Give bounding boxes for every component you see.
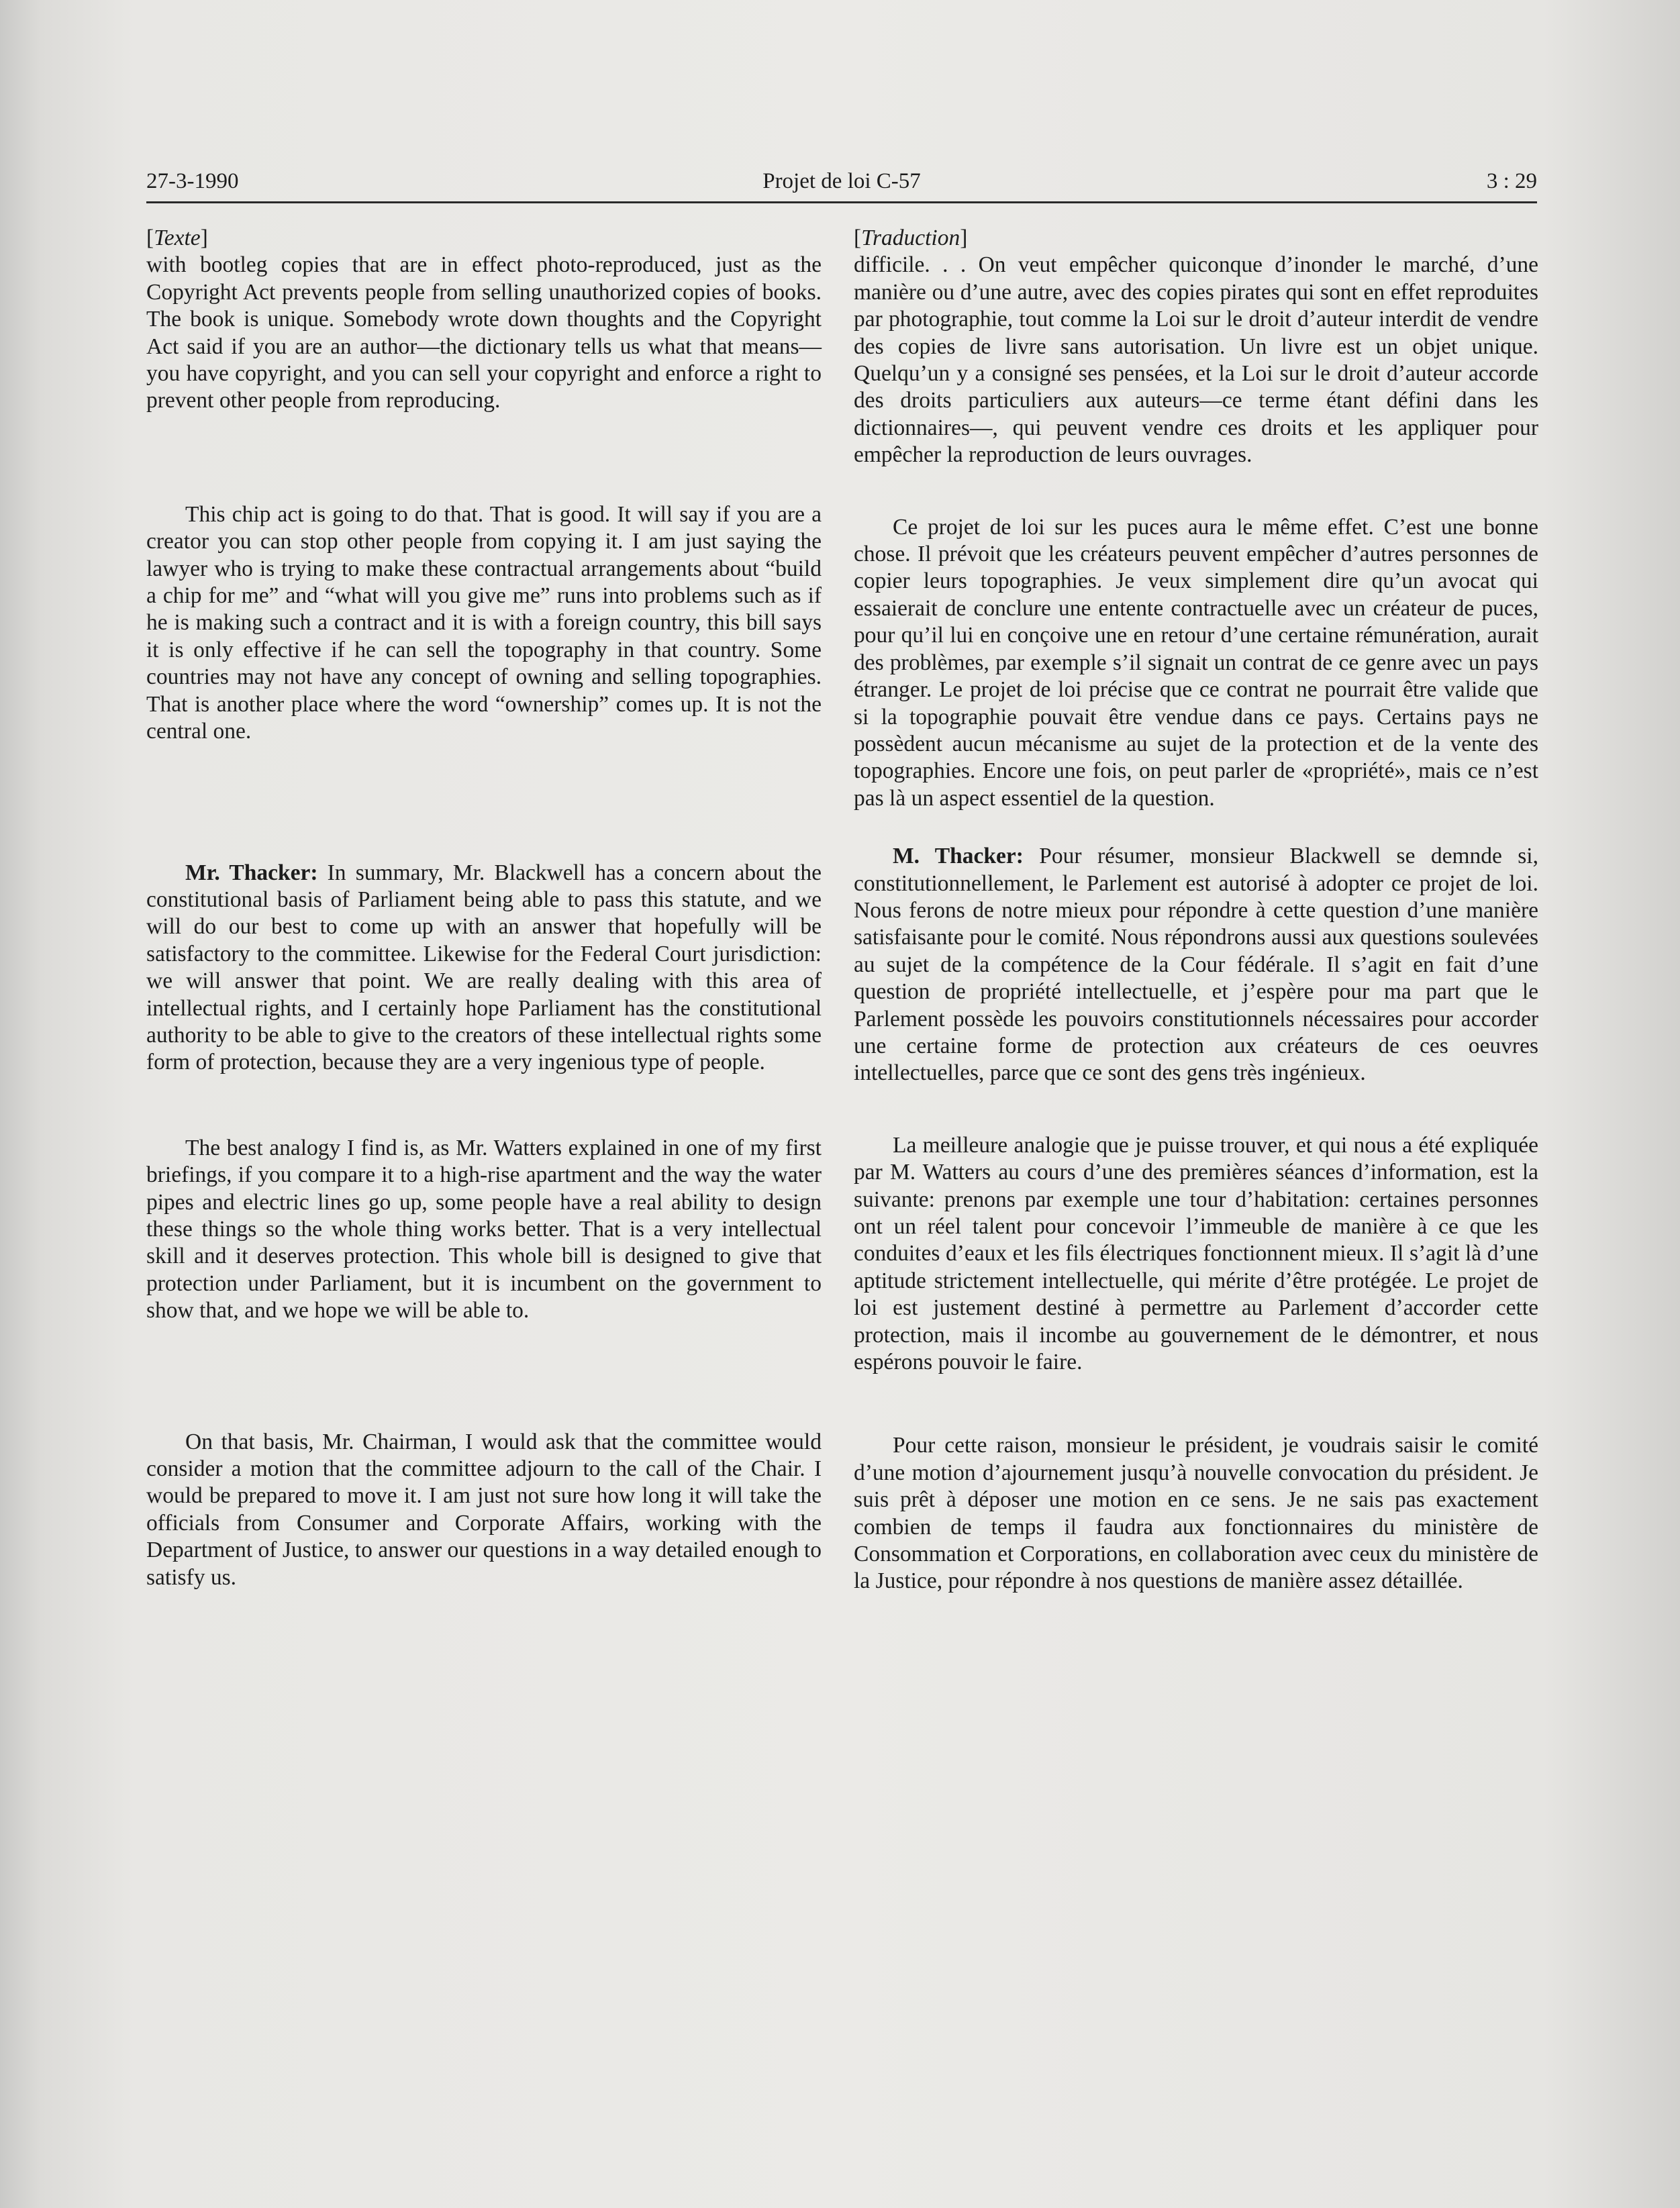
french-paragraph <box>854 843 1538 1087</box>
header-title: Projet de loi C-57 <box>762 169 921 193</box>
running-head <box>146 168 1537 203</box>
speaker-name: M. Thacker: <box>893 844 1024 869</box>
speaker-name: Mr. Thacker: <box>185 860 318 885</box>
english-paragraph: On that basis, Mr. Chairman, I would ask that the committee would consider a motion that the committee adjourn to the call of the Chair. I would be prepared to move it. I am just not sure how long it will take the officials from Consumer and Corporate Affairs, working with the Department of Justice, to answer our questions in a way detailed enough to satisfy us. <box>146 1429 822 1590</box>
english-column <box>146 225 822 1591</box>
french-paragraph: difficile. . . On veut empêcher quiconque d’inonder le marché, d’une manière ou d’une autre, avec des copies pirates qui sont en effet reproduites par photographie, tout comme la Loi sur le droit d’auteur interdit de vendre des copies de livre sans autorisation. Un livre est un objet unique. Quelqu’un y a consigné ses pensées, et la Loi sur le droit d’auteur accorde des droits particuliers aux auteurs—ce terme étant défini dans les dictionnaires—, qui peuvent vendre ces droits et les appliquer pour empêcher la reproduction de leurs ouvrages. <box>854 252 1538 468</box>
english-paragraph <box>146 860 822 1076</box>
english-paragraph-text: In summary, Mr. Blackwell has a concern about the constitutional basis of Parliament being able to pass this statute, and we will do our best to come up with an answer that hopefully will be satisfactory to the committee. Likewise for the Federal Court jurisdiction: we will answer that point. We are really dealing with this area of intellectual rights, and I certainly hope Parliament has the constitutional authority to be able to give to the creators of these intellectual rights some form of protection, because they are a very ingenious type of people. <box>146 860 822 1075</box>
english-paragraph: The best analogy I find is, as Mr. Watters explained in one of my first briefings, if you compare it to a high-rise apartment and the way the water pipes and electric lines go up, some people have a real ability to design these things so the whole thing works better. That is a very intellectual skill and it deserves protection. This whole bill is designed to give that protection under Parliament, but it is incumbent on the government to show that, and we hope we will be able to. <box>146 1135 822 1323</box>
english-paragraph: with bootleg copies that are in effect photo-reproduced, just as the Copyright Act prevents people from selling unauthorized copies of books. The book is unique. Somebody wrote down thoughts and the Copyright Act said if you are an author—the dictionary tells us what that means—you have copyright, and you can sell your copyright and enforce a right to prevent other people from reproducing. <box>146 252 822 413</box>
header-page-number: 3 : 29 <box>1486 169 1537 193</box>
english-label-text: Texte <box>154 225 201 250</box>
french-label-text: Traduction <box>861 225 960 250</box>
header-date: 27-3-1990 <box>146 169 239 193</box>
french-column <box>854 225 1538 1595</box>
french-paragraph-text: Pour résumer, monsieur Blackwell se demnde si, constitutionnellement, le Parlement est autorisé à adopter ce projet de loi. Nous ferons de notre mieux pour répondre à cette question d’une manière satisfaisante pour le comité. Nous répondrons aussi aux questions soulevées au sujet de la compétence de la Cour fédérale. Il s’agit en fait d’une question de propriété intellectuelle, et j’espère pour ma part que le Parlement possède les pouvoirs constitutionnels nécessaires pour accorder une certaine forme de protection aux créateurs de ces oeuvres intellectuelles, parce que ce sont des gens très ingénieux. <box>854 844 1538 1086</box>
english-column-label: [Texte] <box>146 225 208 250</box>
french-column-label: [Traduction] <box>854 225 968 250</box>
french-paragraph: Ce projet de loi sur les puces aura le même effet. C’est une bonne chose. Il prévoit que les créateurs peuvent empêcher d’autres personnes de copier leurs topographies. Je veux simplement dire qu’un avocat qui essaierait de conclure une entente contractuelle avec un créateur de puces, pour qu’il lui en conçoive une en retour d’une certaine rémunération, aurait des problèmes, par exemple s’il signait un contrat de ce genre avec un pays étranger. Le projet de loi précise que ce contrat ne pourrait être valide que si la topographie pouvait être vendue dans ce pays. Certains pays ne possèdent aucun mécanisme au sujet de la protection et de la vente des topographies. Encore une fois, on peut parler de «propriété», mais ce n’est pas là un aspect essentiel de la question. <box>854 514 1538 811</box>
english-paragraph: This chip act is going to do that. That is good. It will say if you are a creator you can stop other people from copying it. I am just saying the lawyer who is trying to make these contractual arrangements about “build a chip for me” and “what will you give me” runs into problems such as if he is making such a contract and it is with a foreign country, this bill says it is only effective if he can sell the topography in that country. Some countries may not have any concept of owning and selling topographies. That is another place where the word “ownership” comes up. It is not the central one. <box>146 501 822 744</box>
french-paragraph: Pour cette raison, monsieur le président, je voudrais saisir le comité d’une motion d’ajournement jusqu’à nouvelle convocation du président. Je suis prêt à déposer une motion en ce sens. Je ne sais pas exactement combien de temps il faudra aux fonctionnaires du ministère de Consommation et Corporations, en collaboration avec ceux du ministère de la Justice, pour répondre à nos questions de manière assez détaillée. <box>854 1433 1538 1594</box>
french-paragraph: La meilleure analogie que je puisse trouver, et qui nous a été expliquée par M. Watters au cours d’une des premières séances d’information, est la suivante: prenons par exemple une tour d’habitation: certaines personnes ont un réel talent pour concevoir l’immeuble de manière à ce que les conduites d’eaux et les fils électriques fonctionnent mieux. Il s’agit là d’une aptitude strictement intellectuelle, qui mérite d’être protégée. Le projet de loi est justement destiné à permettre au Parlement d’accorder cette protection, mais il incombe au gouvernement de le démontrer, et nous espérons pouvoir le faire. <box>854 1132 1538 1375</box>
